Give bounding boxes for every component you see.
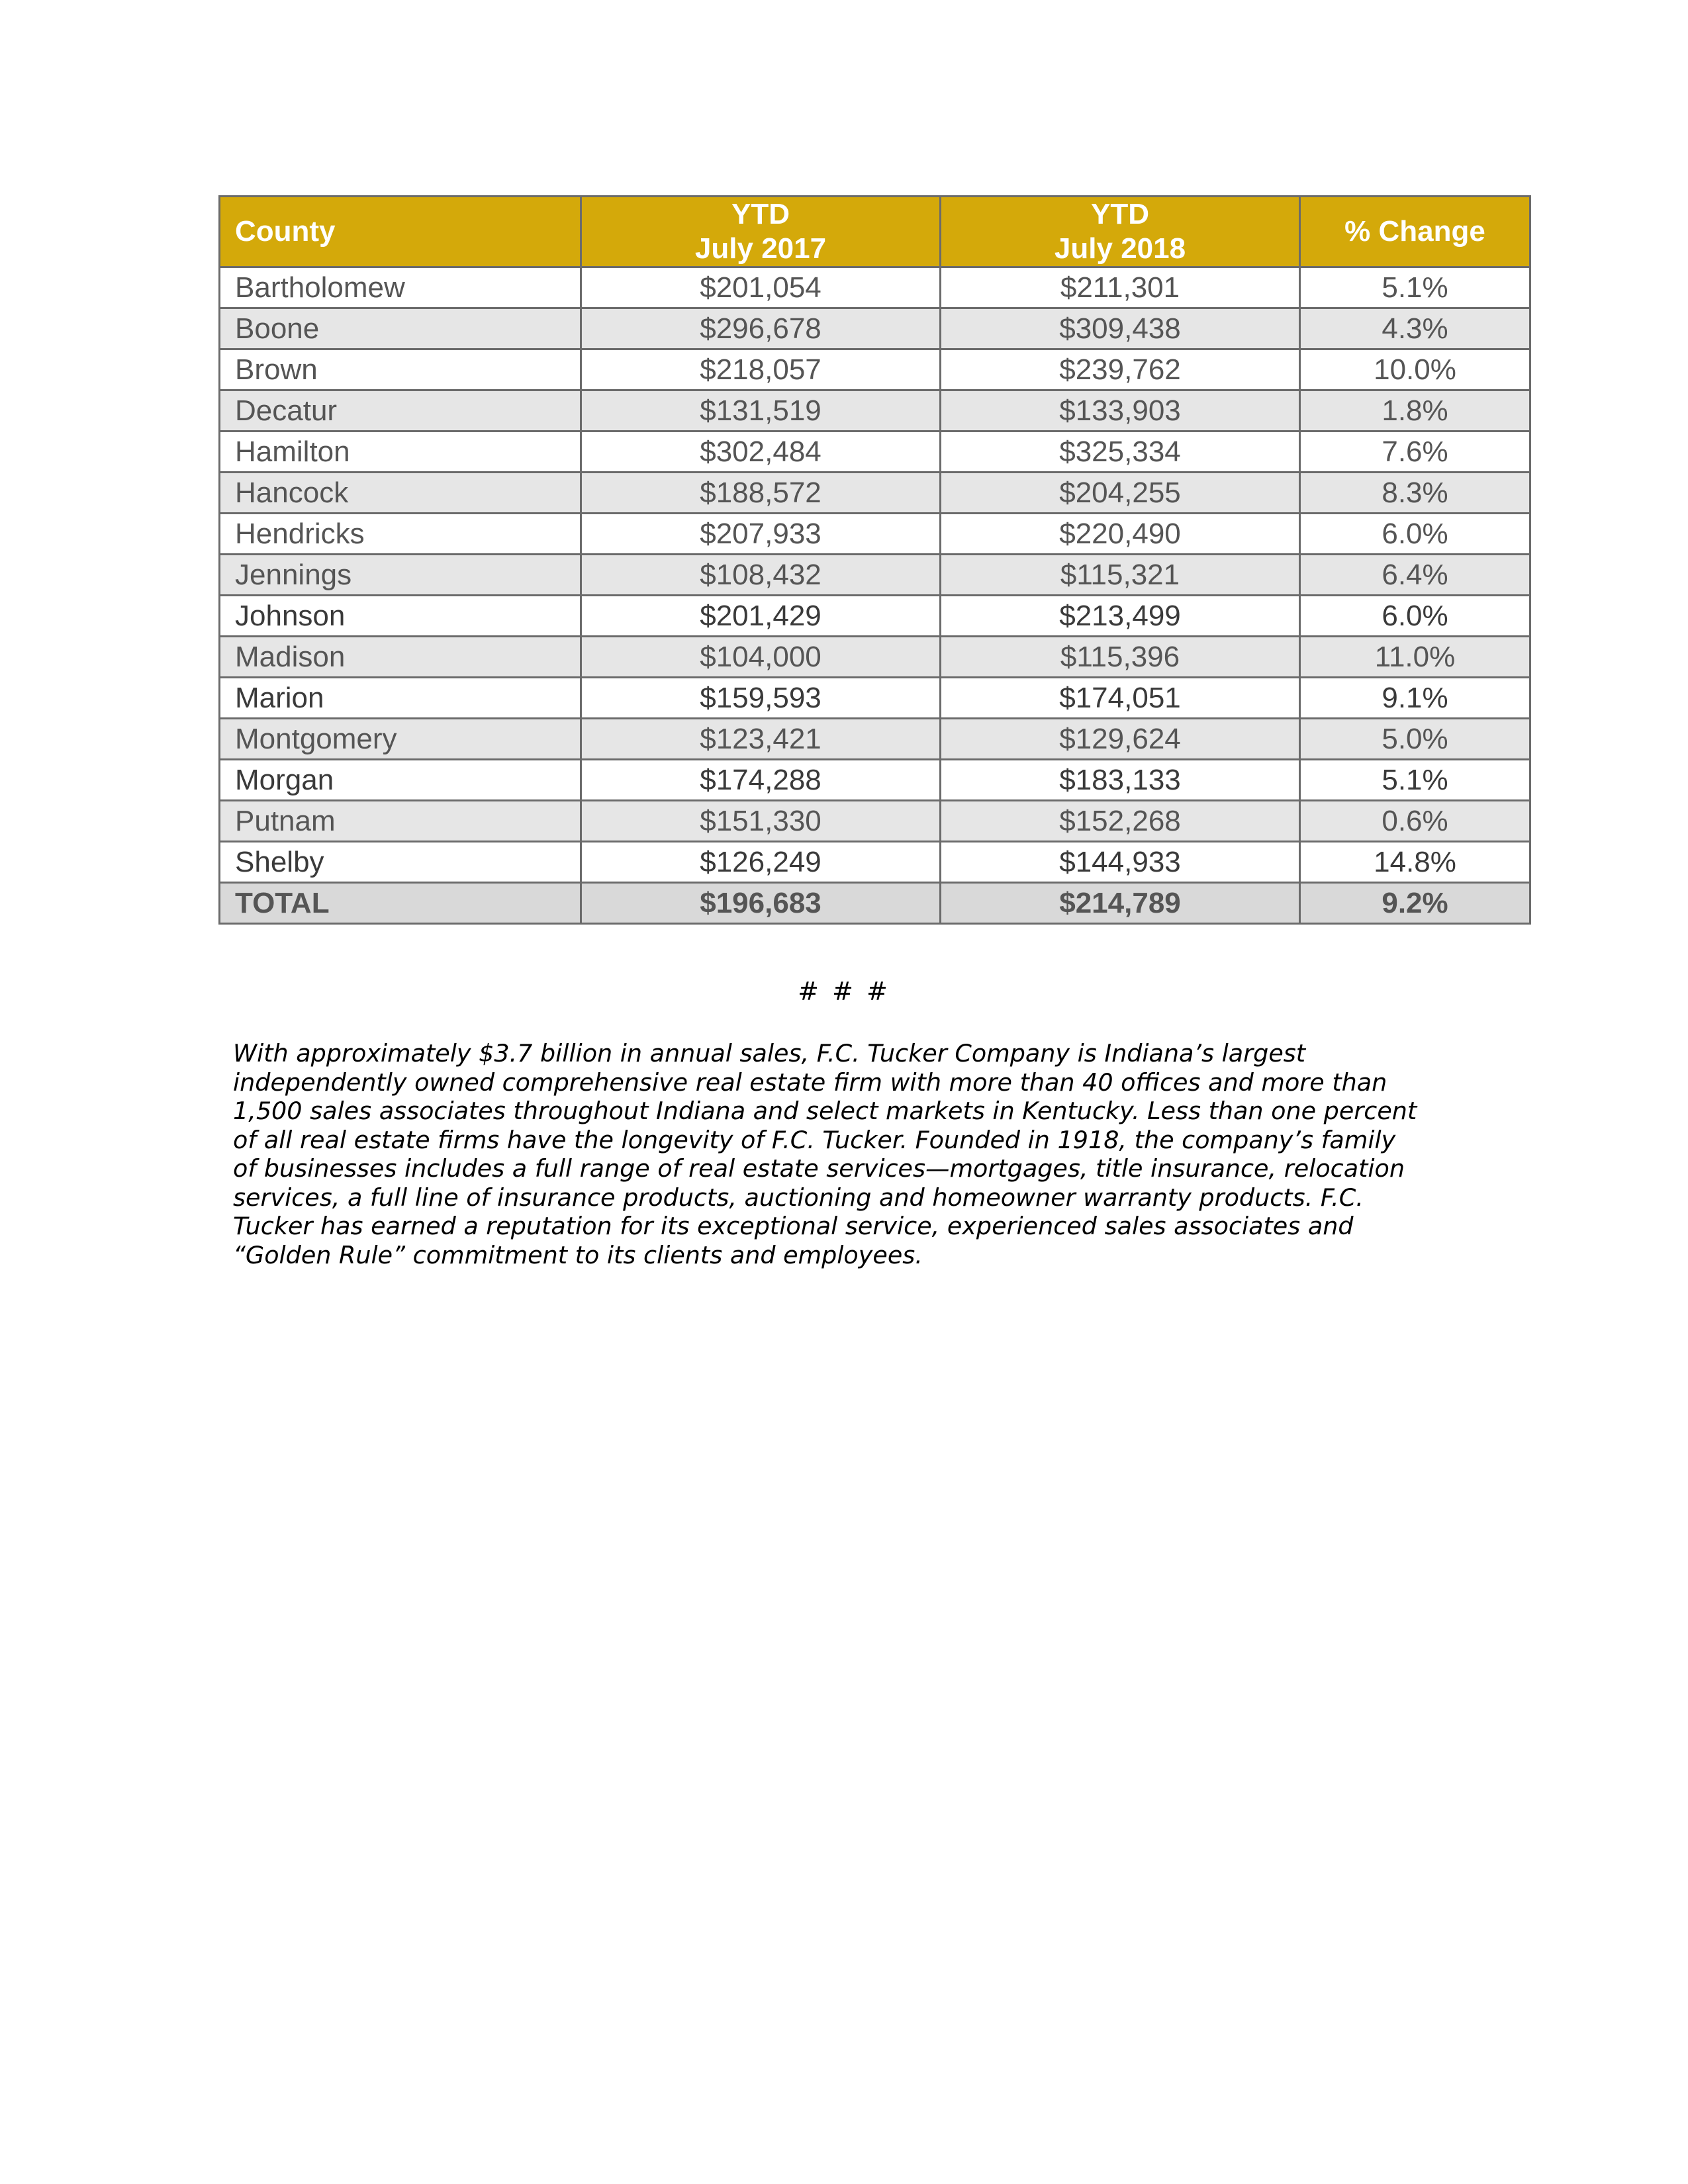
boilerplate-line: Tucker has earned a reputation for its exceptional service, experienced sales associates and: [233, 1212, 1354, 1240]
table-row: [220, 596, 1530, 637]
percent-change-column-header: % Change: [1300, 197, 1530, 267]
percent-change-cell: 6.0%: [1300, 596, 1530, 637]
county-cell: Marion: [220, 678, 581, 719]
ytd-2018-cell: $325,334: [941, 432, 1300, 473]
table-body: [220, 267, 1530, 924]
county-cell: Putnam: [220, 801, 581, 842]
ytd-2018-cell: $144,933: [941, 842, 1300, 883]
table-row: [220, 390, 1530, 432]
table-row: [220, 308, 1530, 349]
county-cell: Hamilton: [220, 432, 581, 473]
table-header: [220, 197, 1530, 267]
ytd-2018-cell: $129,624: [941, 719, 1300, 760]
ytd-2018-header-line1: YTD: [1091, 198, 1149, 230]
table-row: [220, 432, 1530, 473]
header-row: [220, 197, 1530, 267]
percent-change-cell: 5.1%: [1300, 760, 1530, 801]
ytd-2018-cell: $211,301: [941, 267, 1300, 308]
percent-change-cell: 9.1%: [1300, 678, 1530, 719]
percent-change-cell: 7.6%: [1300, 432, 1530, 473]
total-row: [220, 883, 1530, 924]
boilerplate-line: of businesses includes a full range of real estate services—mortgages, title insurance, relocation: [233, 1154, 1405, 1183]
county-cell: Hancock: [220, 473, 581, 514]
ytd-2018-cell: $174,051: [941, 678, 1300, 719]
boilerplate-line: services, a full line of insurance products, auctioning and homeowner warranty products. F.C.: [233, 1183, 1364, 1212]
ytd-2018-header-line2: July 2018: [1054, 232, 1186, 265]
table-row: [220, 349, 1530, 390]
ytd-2017-column-header: [581, 197, 941, 267]
county-cell: Johnson: [220, 596, 581, 637]
percent-change-cell: 5.0%: [1300, 719, 1530, 760]
total-ytd-2018-cell: $214,789: [941, 883, 1300, 924]
boilerplate-line: 1,500 sales associates throughout Indiana and select markets in Kentucky. Less than one percent: [233, 1097, 1417, 1125]
ytd-2017-cell: $174,288: [581, 760, 941, 801]
county-cell: Jennings: [220, 555, 581, 596]
ytd-2018-cell: $239,762: [941, 349, 1300, 390]
total-label-cell: TOTAL: [220, 883, 581, 924]
county-column-header: County: [220, 197, 581, 267]
percent-change-cell: 6.0%: [1300, 514, 1530, 555]
county-cell: Decatur: [220, 390, 581, 432]
boilerplate-line: independently owned comprehensive real estate firm with more than 40 offices and more than: [233, 1068, 1387, 1097]
ytd-2017-cell: $188,572: [581, 473, 941, 514]
table-row: [220, 555, 1530, 596]
percent-change-cell: 10.0%: [1300, 349, 1530, 390]
ytd-2017-header-line1: YTD: [731, 198, 790, 230]
county-cell: Bartholomew: [220, 267, 581, 308]
ytd-2017-cell: $296,678: [581, 308, 941, 349]
total-percent-change-cell: 9.2%: [1300, 883, 1530, 924]
ytd-2018-cell: $213,499: [941, 596, 1300, 637]
total-ytd-2017-cell: $196,683: [581, 883, 941, 924]
table-row: [220, 514, 1530, 555]
table-row: [220, 267, 1530, 308]
county-cell: Morgan: [220, 760, 581, 801]
ytd-2017-cell: $218,057: [581, 349, 941, 390]
boilerplate-line: With approximately $3.7 billion in annual sales, F.C. Tucker Company is Indiana’s largest: [233, 1039, 1306, 1068]
ytd-2018-cell: $133,903: [941, 390, 1300, 432]
company-boilerplate-paragraph: [233, 1039, 1477, 1269]
ytd-2018-cell: $152,268: [941, 801, 1300, 842]
table-row: [220, 473, 1530, 514]
ytd-2018-cell: $183,133: [941, 760, 1300, 801]
ytd-2017-cell: $131,519: [581, 390, 941, 432]
ytd-2017-cell: $201,054: [581, 267, 941, 308]
county-cell: Brown: [220, 349, 581, 390]
county-cell: Shelby: [220, 842, 581, 883]
table-row: [220, 842, 1530, 883]
ytd-2017-cell: $159,593: [581, 678, 941, 719]
boilerplate-line: “Golden Rule” commitment to its clients and employees.: [233, 1240, 923, 1269]
table-row: [220, 678, 1530, 719]
ytd-2017-cell: $126,249: [581, 842, 941, 883]
ytd-2017-cell: $104,000: [581, 637, 941, 678]
ytd-2017-cell: $201,429: [581, 596, 941, 637]
percent-change-cell: 5.1%: [1300, 267, 1530, 308]
ytd-2017-cell: $207,933: [581, 514, 941, 555]
percent-change-cell: 14.8%: [1300, 842, 1530, 883]
ytd-2018-column-header: [941, 197, 1300, 267]
percent-change-cell: 8.3%: [1300, 473, 1530, 514]
ytd-2017-cell: $151,330: [581, 801, 941, 842]
ytd-2017-header-line2: July 2017: [694, 232, 827, 265]
median-price-table: [218, 195, 1531, 925]
ytd-2017-cell: $108,432: [581, 555, 941, 596]
ytd-2018-cell: $115,321: [941, 555, 1300, 596]
county-cell: Montgomery: [220, 719, 581, 760]
ytd-2018-cell: $115,396: [941, 637, 1300, 678]
percent-change-cell: 0.6%: [1300, 801, 1530, 842]
ytd-2017-cell: $302,484: [581, 432, 941, 473]
percent-change-cell: 4.3%: [1300, 308, 1530, 349]
table-row: [220, 801, 1530, 842]
county-cell: Boone: [220, 308, 581, 349]
county-cell: Hendricks: [220, 514, 581, 555]
percent-change-cell: 1.8%: [1300, 390, 1530, 432]
boilerplate-line: of all real estate firms have the longevity of F.C. Tucker. Founded in 1918, the company’s family: [233, 1125, 1396, 1154]
percent-change-cell: 11.0%: [1300, 637, 1530, 678]
ytd-2018-cell: $309,438: [941, 308, 1300, 349]
ytd-2017-cell: $123,421: [581, 719, 941, 760]
ytd-2018-cell: $204,255: [941, 473, 1300, 514]
table-row: [220, 719, 1530, 760]
end-of-release-mark: # # #: [798, 977, 890, 1006]
county-cell: Madison: [220, 637, 581, 678]
table-row: [220, 760, 1530, 801]
percent-change-cell: 6.4%: [1300, 555, 1530, 596]
ytd-2018-cell: $220,490: [941, 514, 1300, 555]
table-row: [220, 637, 1530, 678]
